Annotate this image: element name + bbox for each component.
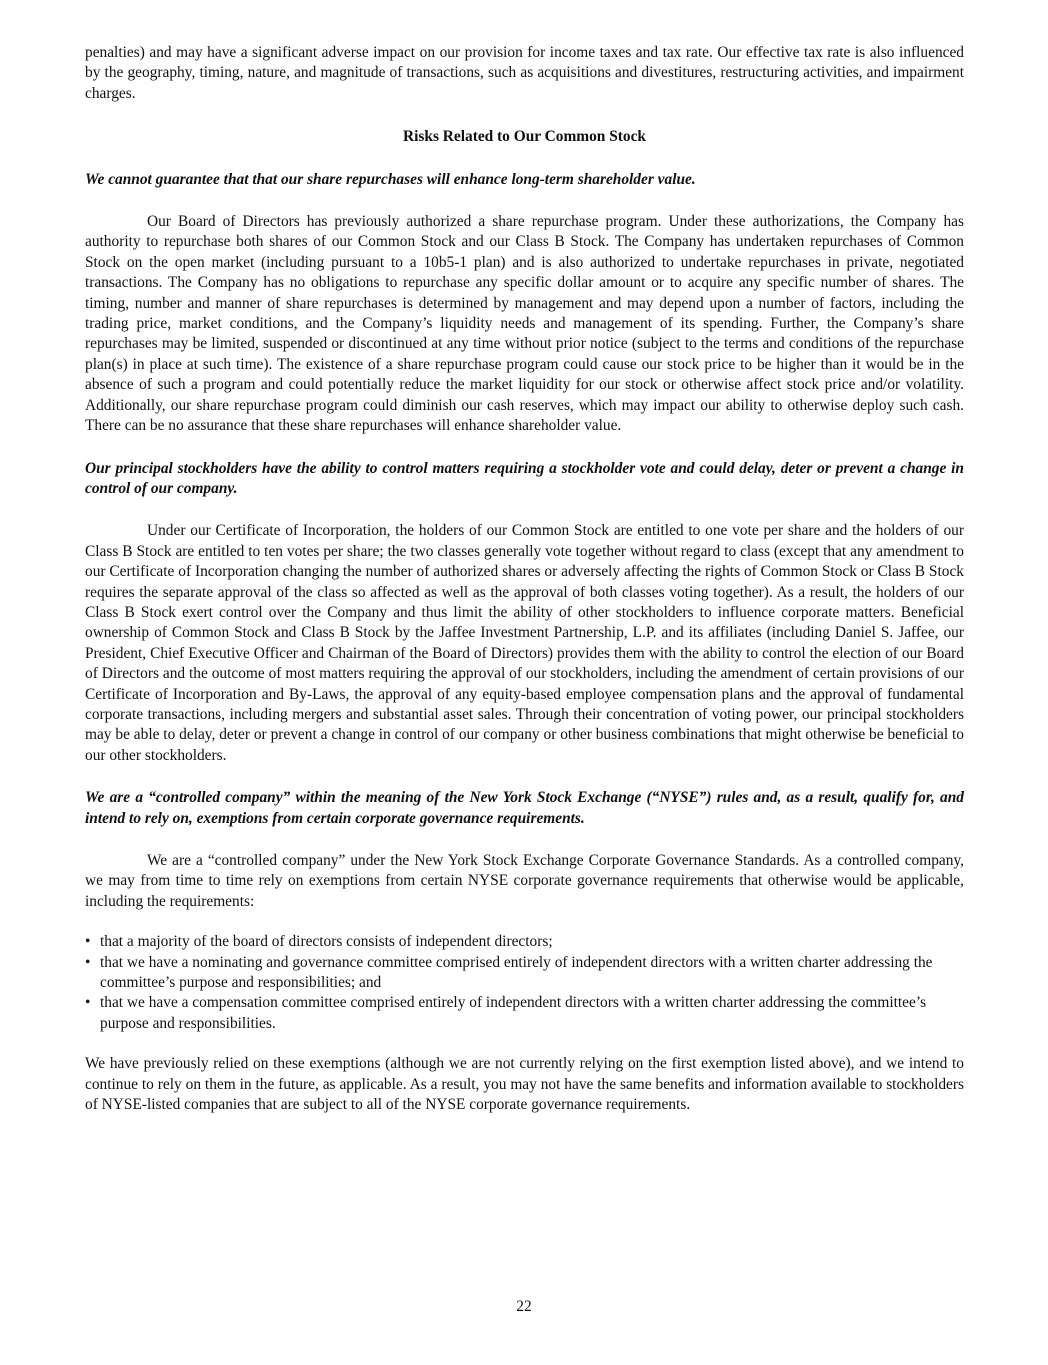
risk-heading-share-repurchases: We cannot guarantee that that our share repurchases will enhance long-term shareholder value.	[85, 170, 696, 188]
bullet-icon: •	[85, 994, 91, 1012]
risk-body-principal-stockholders: Under our Certificate of Incorporation, the holders of our Common Stock are entitled to one vote per share and the holders of our Class B Stock are entitled to ten votes per share; the two classes generally vote together without regard to class (except that any amendment to our Certificate of Incorporation changing the number of authorized shares or adversely affecting the rights of Common Stock or Class B Stock requires the separate approval of the class so affected as well as the approval of both classes voting together). As a result, the holders of our Class B Stock exert control over the Company and thus limit the ability of other stockholders to influence corporate matters. Beneficial ownership of Common Stock and Class B Stock by the Jaffee Investment Partnership, L.P. and its affiliates (including Daniel S. Jaffee, our President, Chief Executive Officer and Chairman of the Board of Directors) provides them with the ability to control the election of our Board of Directors and the outcome of most matters requiring the approval of our stockholders, including the amendment of certain provisions of our Certificate of Incorporation and By-Laws, the approval of any equity-based employee compensation plans and the approval of fundamental corporate transactions, including mergers and substantial asset sales. Through their concentration of voting power, our principal stockholders may be able to delay, deter or prevent a change in control of our company or other business combinations that might otherwise be beneficial to our other stockholders.	[85, 522, 964, 764]
risk-heading-controlled-company: We are a “controlled company” within the meaning of the New York Stock Exchange (“NYSE”) rules and, as a result, qualify for, and intend to rely on, exemptions from certain corporate governance requirements.	[85, 789, 964, 827]
bullet-icon: •	[85, 953, 91, 971]
bullet-icon: •	[85, 933, 91, 951]
risk-body-share-repurchases: Our Board of Directors has previously authorized a share repurchase program. Under these authorizations, the Company has authority to repurchase both shares of our Common Stock and our Class B Stock. The Company has undertaken repurchases of Common Stock on the open market (including pursuant to a 10b5-1 plan) and is also authorized to undertake repurchases in private, negotiated transactions. The Company has no obligations to repurchase any specific dollar amount or to acquire any specific number of shares. The timing, number and manner of share repurchases is determined by management and may depend upon a number of factors, including the trading price, market conditions, and the Company’s liquidity needs and management of its spending. Further, the Company’s share repurchases may be limited, suspended or discontinued at any time without prior notice (subject to the terms and conditions of the repurchase plan(s) in place at such time). The existence of a share repurchase program could cause our stock price to be higher than it would be in the absence of such a program and could potentially reduce the market liquidity for our stock or otherwise affect stock price and/or volatility. Additionally, our share repurchase program could diminish our cash reserves, which may impact our ability to otherwise deploy such cash. There can be no assurance that these share repurchases will enhance shareholder value.	[85, 213, 964, 435]
intro-paragraph: penalties) and may have a significant adverse impact on our provision for income taxes and tax rate. Our effective tax rate is also influenced by the geography, timing, nature, and magnitude of transactions, such as acquisitions and divestitures, restructuring activities, and impairment charges.	[85, 44, 964, 102]
list-item	[85, 953, 964, 994]
document-page	[85, 43, 964, 1115]
list-item	[85, 932, 964, 952]
list-item-text: that a majority of the board of directors consists of independent directors;	[100, 933, 553, 951]
list-item-text: that we have a nominating and governance committee comprised entirely of independent directors with a written charter addressing the committee’s purpose and responsibilities; and	[100, 953, 933, 992]
list-item-text: that we have a compensation committee comprised entirely of independent directors with a written charter addressing the committee’s purpose and responsibilities.	[100, 994, 927, 1032]
list-item	[85, 993, 964, 1034]
section-heading: Risks Related to Our Common Stock	[403, 128, 646, 146]
requirements-list	[85, 932, 964, 1034]
closing-paragraph: We have previously relied on these exemptions (although we are not currently relying on the first exemption listed above), and we intend to continue to rely on them in the future, as applicable. As a result, you may not have the same benefits and information available to stockholders of NYSE-listed companies that are subject to all of the NYSE corporate governance requirements.	[85, 1055, 964, 1114]
risk-heading-principal-stockholders: Our principal stockholders have the ability to control matters requiring a stockholder vote and could delay, deter or prevent a change in control of our company.	[85, 459, 964, 497]
risk-body-controlled-company: We are a “controlled company” under the New York Stock Exchange Corporate Governance Standards. As a controlled company, we may from time to time rely on exemptions from certain NYSE corporate governance requirements that otherwise would be applicable, including the requirements:	[85, 852, 964, 910]
page-number: 22	[516, 1298, 532, 1315]
